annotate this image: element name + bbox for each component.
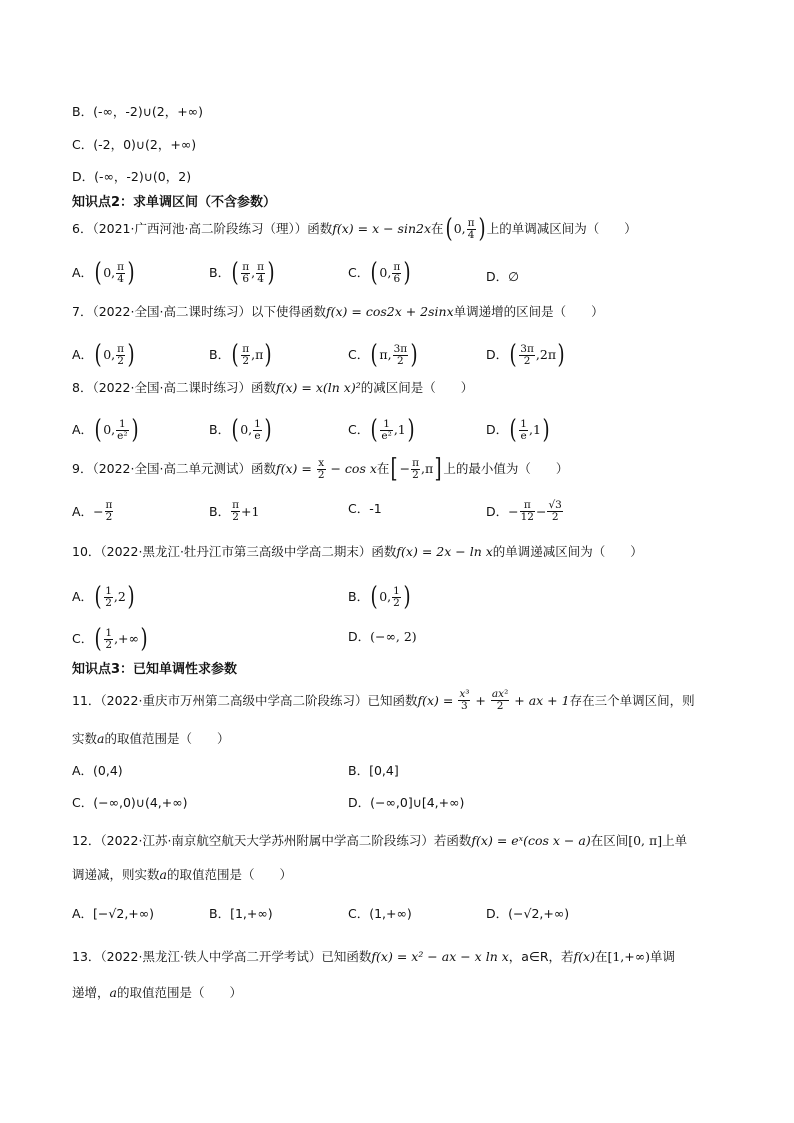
q6-mid: 在 xyxy=(431,221,444,236)
q6-tail: 上的单调减区间为（ ） xyxy=(486,221,637,236)
question-7: 7．（2022·全国·高二课时练习）以下使得函数 f(x) = cos2x + 2sinx 单调递增的区间是（ ） xyxy=(72,304,604,319)
q9-interval: [ − $\frac{\pi}{2}$ ,π ] xyxy=(390,454,442,484)
q13-function: f(x) = x² − ax − x ln x xyxy=(371,949,509,964)
option-c: C．(-2，0)∪(2，+∞) xyxy=(72,137,197,152)
q8-option-d: D． ( $\frac{1}{e}$ ,1 ) xyxy=(486,415,550,445)
q7-option-b: B． ( $\frac{\pi}{2}$ ,π ) xyxy=(209,340,272,370)
q7-option-a: A． ( 0, $\frac{\pi}{2}$ ) xyxy=(72,340,135,370)
q8-option-b: B． ( 0, $\frac{1}{e}$ ) xyxy=(209,415,272,445)
q9-function: f(x) = $\frac{x}{2}$ − cos x xyxy=(275,456,377,481)
q11-option-a: A．(0,4) xyxy=(72,763,123,778)
question-9: 9．（2022·全国·高二单元测试）函数 f(x) = $\frac{x}{2}$ − cos x 在 [ − $\frac{\pi}{2}$ ,π ] 上的最小值为（ ） xyxy=(72,454,569,484)
q8-option-a: A． ( 0, $\frac{1}{\text{e²}}$ ) xyxy=(72,415,139,445)
q6-stem: 6．（2021·广西河池·高二阶段练习（理））函数 xyxy=(72,221,333,236)
question-11-line2: 实数a的取值范围是（ ） xyxy=(72,731,230,746)
q6-interval: ( 0, $\frac{\pi}{4}$ ) xyxy=(445,214,486,244)
section-heading-2: 知识点2：求单调区间（不含参数） xyxy=(72,195,277,210)
q11-option-b: B．[0,4] xyxy=(348,763,399,778)
option-d: D．(-∞，-2)∪(0，2) xyxy=(72,169,192,184)
question-13-line2: 递增，a的取值范围是（ ） xyxy=(72,985,242,1000)
q6-option-b: B． ( $\frac{\pi}{6}$ , $\frac{\pi}{4}$ ) xyxy=(209,258,275,288)
q9-option-a: A． − $\frac{\pi}{2}$ xyxy=(72,499,113,523)
q13-interval: [1,+∞) xyxy=(607,949,651,964)
question-13: 13．（2022·黑龙江·铁人中学高二开学考试）已知函数f(x) = x² − ax − x ln x，a∈R，若f(x)在[1,+∞)单调 xyxy=(72,949,676,964)
q6-option-c: C． ( 0, $\frac{\pi}{6}$ ) xyxy=(348,258,411,288)
q12-option-c: C．(1,+∞) xyxy=(348,906,412,921)
q11-function: f(x) = $\frac{\text{x³}}{3}$ + $\frac{\text{ax²}}{2}$ + ax + 1 xyxy=(417,688,570,712)
q8-function: f(x) = x(ln x)² xyxy=(275,380,361,395)
q10-option-b: B． ( 0, $\frac{1}{2}$ ) xyxy=(348,582,411,612)
q10-option-a: A． ( $\frac{1}{2}$ ,2 ) xyxy=(72,582,135,612)
q6-option-a: A． ( 0, $\frac{\pi}{4}$ ) xyxy=(72,258,135,288)
question-12: 12．（2022·江苏·南京航空航天大学苏州附属中学高二阶段练习）若函数f(x) = eˣ(cos x − a)在区间[0, π]上单 xyxy=(72,833,688,848)
q9-option-d: D． − $\frac{\pi}{12}$ − $\frac{√3}{2}$ xyxy=(486,499,562,523)
question-12-line2: 调递减，则实数a的取值范围是（ ） xyxy=(72,867,292,882)
q7-option-c: C． ( π, $\frac{3\pi}{2}$ ) xyxy=(348,340,418,370)
q8-option-c: C． ( $\frac{1}{\text{e²}}$ ,1 ) xyxy=(348,415,415,445)
q9-option-b: B． $\frac{\pi}{2}$ +1 xyxy=(209,499,260,523)
q7-option-d: D． ( $\frac{3\pi}{2}$ ,2π ) xyxy=(486,340,565,370)
question-6 xyxy=(72,216,637,242)
q12-option-d: D．(−√2,+∞) xyxy=(486,906,570,921)
q12-interval: [0, π] xyxy=(628,833,663,848)
q10-function: f(x) = 2x − ln x xyxy=(396,544,493,559)
q9-option-c: C．-1 xyxy=(348,501,382,516)
q12-option-b: B．[1,+∞) xyxy=(209,906,273,921)
question-8: 8．（2022·全国·高二课时练习）函数 f(x) = x(ln x)² 的减区间是（ ） xyxy=(72,380,474,395)
question-10: 10．（2022·黑龙江·牡丹江市第三高级中学高二期末）函数 f(x) = 2x − ln x 的单调递减区间为（ ） xyxy=(72,544,643,559)
q11-option-c: C．(−∞,0)∪(4,+∞) xyxy=(72,795,188,810)
q12-function: f(x) = eˣ(cos x − a) xyxy=(471,833,591,848)
question-11: 11．（2022·重庆市万州第二高级中学高二阶段练习）已知函数 f(x) = $\frac{\text{x³}}{3}$ + $\frac{\text{ax²}}{2}$ + ax + 1 存在三个单调区间，则 xyxy=(72,688,695,712)
q10-option-d: D．(−∞, 2) xyxy=(348,629,417,644)
option-b: B．(-∞，-2)∪(2，+∞) xyxy=(72,104,203,119)
q7-function: f(x) = cos2x + 2sinx xyxy=(325,304,454,319)
q12-option-a: A．[−√2,+∞) xyxy=(72,906,155,921)
q10-option-c: C． ( $\frac{1}{2}$ ,+∞ ) xyxy=(72,624,148,654)
q11-option-d: D．(−∞,0]∪[4,+∞) xyxy=(348,795,465,810)
q6-function: f(x) = x − sin2x xyxy=(332,221,432,236)
section-heading-3: 知识点3：已知单调性求参数 xyxy=(72,662,238,677)
q6-option-d: D．∅ xyxy=(486,269,520,284)
